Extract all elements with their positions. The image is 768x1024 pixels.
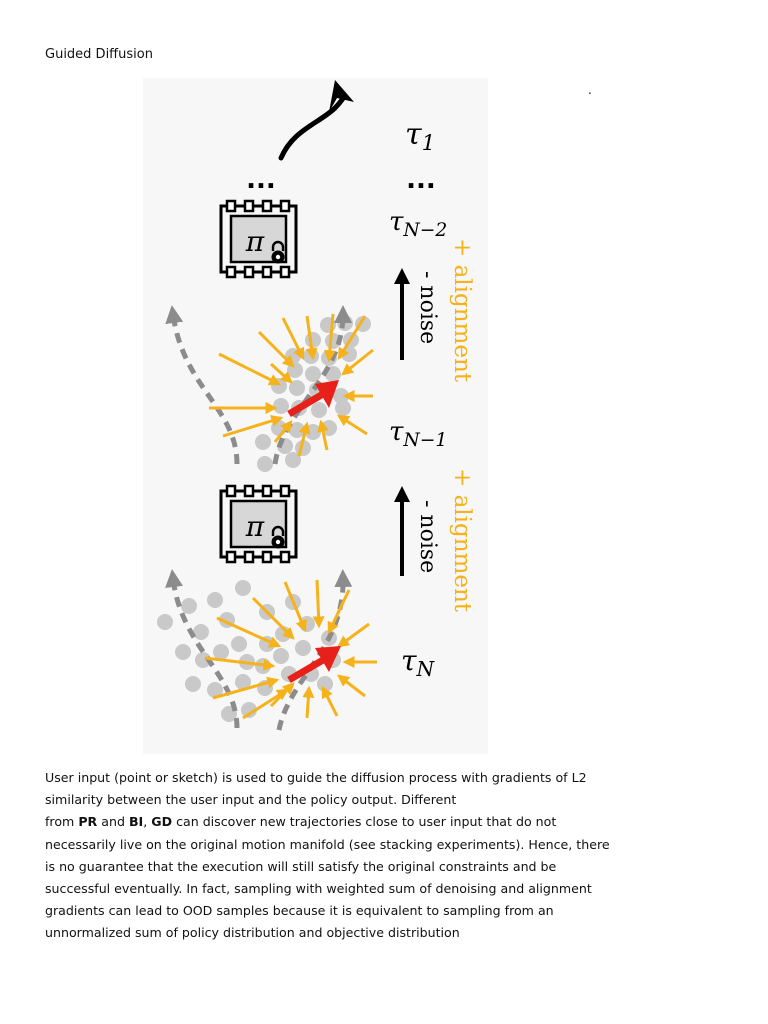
method-bi: BI <box>128 814 144 830</box>
guided-diffusion-figure <box>143 78 488 754</box>
noise-label-lower: - noise <box>415 500 440 574</box>
line3-prefix: from <box>45 814 79 830</box>
policy-chip-icon-lower <box>221 486 296 562</box>
tau-1-label: $\tau_1$ <box>405 117 436 156</box>
line3-suffix: can discover new trajectories close to user input that do not <box>172 814 557 830</box>
alignment-label-lower: + alignment <box>449 468 475 613</box>
tau-n-minus-2-label: $\tau_{N-2}$ <box>389 207 448 241</box>
description-paragraph <box>45 767 610 945</box>
figure-canvas <box>143 78 488 754</box>
stray-mark: . <box>588 83 592 97</box>
method-gd: GD <box>151 814 173 830</box>
paragraph-line-2: similarity between the user input and the policy output. Different <box>45 792 457 808</box>
paragraph-line-1: User input (point or sketch) is used to guide the diffusion process with gradients of L2 <box>45 770 587 785</box>
policy-symbol-upper: π <box>245 225 265 258</box>
left-ellipsis: ... <box>246 165 276 195</box>
denoise-arrowhead-upper <box>394 268 410 284</box>
trajectory-progress-arrow <box>281 96 345 158</box>
page-heading: Guided Diffusion <box>45 47 153 62</box>
tau-n-minus-1-label: $\tau_{N-1}$ <box>389 417 448 451</box>
sample-cluster-lower <box>157 580 341 722</box>
tau-n-label: $\tau_N$ <box>401 644 435 681</box>
noise-label-upper: - noise <box>415 271 440 345</box>
paragraph-line-4: necessarily live on the original motion manifold (see stacking experiments). Hence, there <box>45 836 610 852</box>
policy-symbol-lower: π <box>245 510 265 543</box>
paragraph-line-3 <box>45 811 605 833</box>
sample-cluster-upper <box>255 315 371 472</box>
paragraph-line-8: unnormalized sum of policy distribution and objective distribution <box>45 925 460 941</box>
denoise-arrowhead-lower <box>394 486 410 502</box>
paragraph-line-5: is no guarantee that the execution will still satisfy the original constraints and be <box>45 858 557 874</box>
method-pr: PR <box>78 814 98 830</box>
alignment-label-upper: + alignment <box>449 238 475 383</box>
paragraph-line-6: successful eventually. In fact, sampling with weighted sum of denoising and alignment <box>45 881 592 897</box>
paragraph-line-7: gradients can lead to OOD samples because it is equivalent to sampling from an <box>45 903 554 919</box>
line3-and: and <box>97 814 129 830</box>
policy-chip-icon-upper <box>221 201 296 277</box>
line3-comma: , <box>143 814 152 830</box>
right-ellipsis: ... <box>406 165 436 195</box>
